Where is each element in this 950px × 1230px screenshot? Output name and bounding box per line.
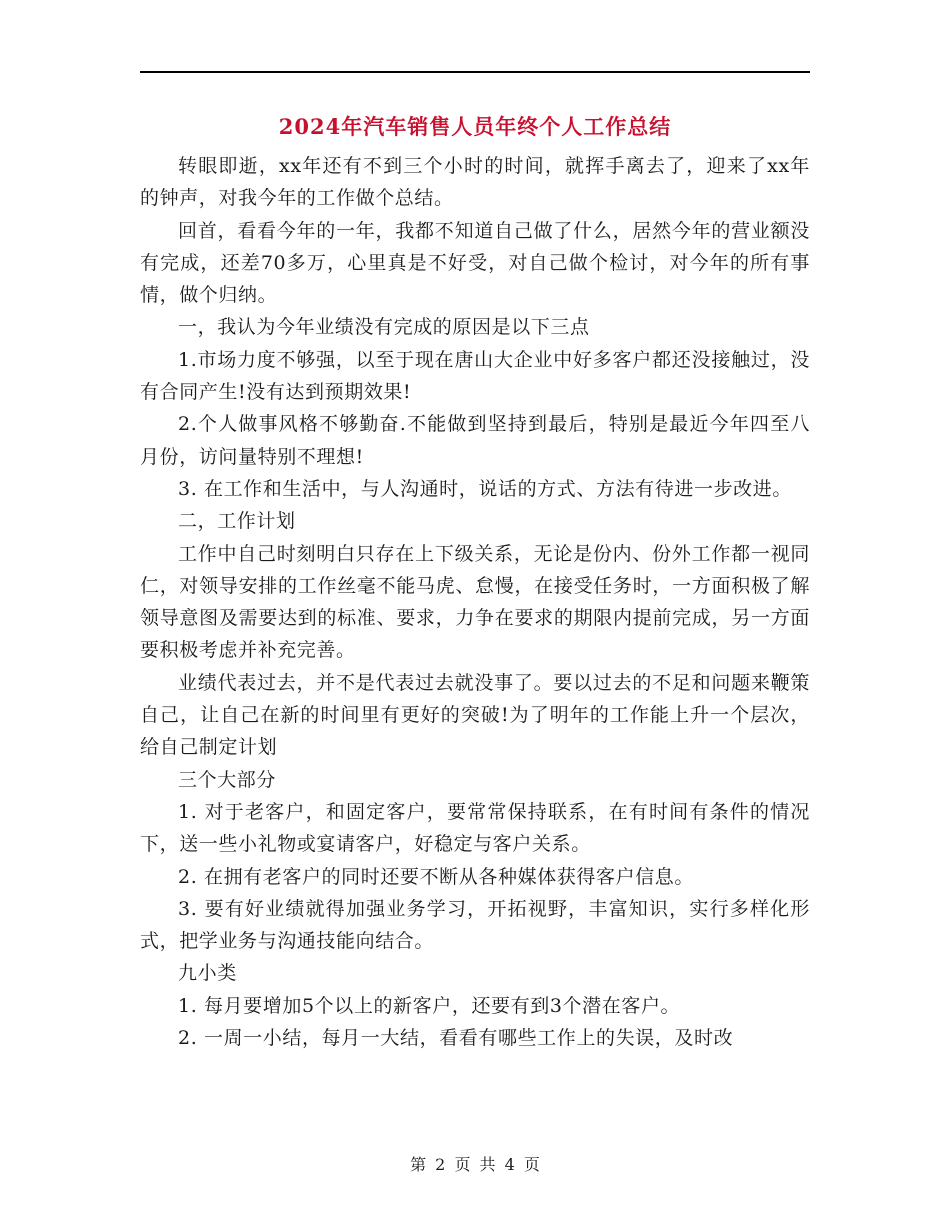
list-item: 1. 每月要增加5个以上的新客户，还要有到3个潜在客户。 — [178, 994, 681, 1017]
list-item: 2. 在拥有老客户的同时还要不断从各种媒体获得客户信息。 — [178, 865, 694, 888]
paragraph: 工作中自己时刻明白只存在上下级关系，无论是份内、份外工作都一视同仁，对领导安排的工作丝毫不能马虎、怠慢，在接受任务时，一方面积极了解领导意图及需要达到的标准、要求，力争在要求的期限内提前完成，另一方面要积极考虑并补充完善。 — [140, 542, 810, 662]
paragraph: 转眼即逝，xx年还有不到三个小时的时间，就挥手离去了，迎来了xx年的钟声，对我今年的工作做个总结。 — [140, 155, 810, 210]
list-item: 2.个人做事风格不够勤奋.不能做到坚持到最后，特别是最近今年四至八月份，访问量特别不理想! — [140, 413, 810, 468]
document-body — [140, 150, 810, 1054]
header-rule — [140, 71, 810, 73]
section-heading: 二，工作计划 — [178, 510, 296, 533]
list-item: 1. 对于老客户，和固定客户，要常常保持联系，在有时间有条件的情况下，送一些小礼物或宴请客户，好稳定与客户关系。 — [140, 800, 810, 856]
paragraph: 业绩代表过去，并不是代表过去就没事了。要以过去的不足和问题来鞭策自己，让自己在新的时间里有更好的突破!为了明年的工作能上升一个层次，给自己制定计划 — [140, 671, 810, 759]
paragraph: 回首，看看今年的一年，我都不知道自己做了什么，居然今年的营业额没有完成，还差70多万，心里真是不好受，对自己做个检讨，对今年的所有事情，做个归纳。 — [140, 219, 810, 307]
page-number: 第 2 页 共 4 页 — [410, 1155, 540, 1174]
document-title: 2024年汽车销售人员年终个人工作总结 — [278, 114, 672, 139]
list-item: 1.市场力度不够强，以至于现在唐山大企业中好多客户都还没接触过，没有合同产生!没有达到预期效果! — [140, 348, 810, 404]
section-heading: 九小类 — [178, 962, 237, 985]
list-item: 2. 一周一小结，每月一大结，看看有哪些工作上的失误，及时改 — [178, 1027, 734, 1050]
section-heading: 三个大部分 — [178, 768, 277, 791]
list-item: 3. 要有好业绩就得加强业务学习，开拓视野，丰富知识，实行多样化形式，把学业务与沟通技能向结合。 — [140, 897, 810, 953]
list-item: 3. 在工作和生活中，与人沟通时，说话的方式、方法有待进一步改进。 — [178, 477, 792, 500]
section-heading: 一，我认为今年业绩没有完成的原因是以下三点 — [178, 316, 590, 339]
